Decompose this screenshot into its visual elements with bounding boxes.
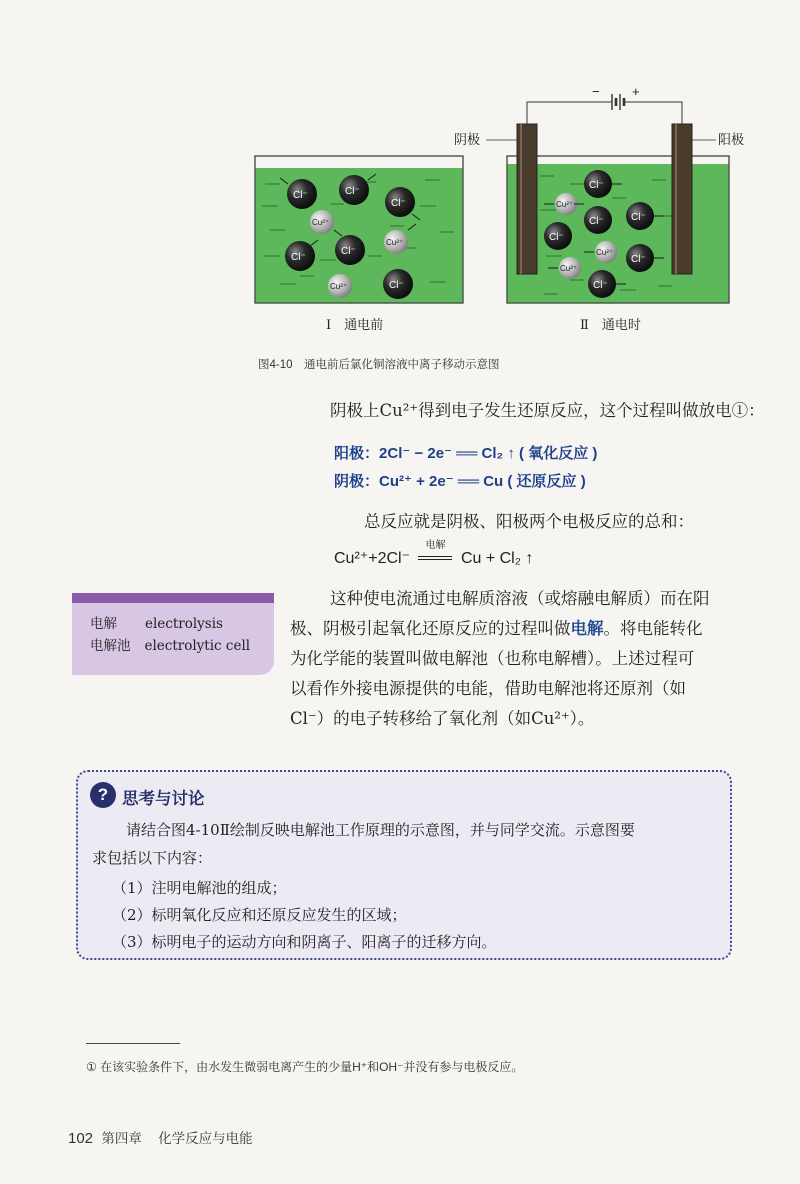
cathode-eq-label: 阴极：	[334, 473, 380, 490]
cathode-label: 阴极	[454, 133, 481, 148]
total-eq-condition: 电解	[425, 540, 446, 551]
page-footer	[68, 1127, 253, 1147]
anode-equation	[334, 442, 597, 463]
cl-ion	[339, 175, 369, 205]
figure-caption: 图4-10 通电前后氯化铜溶液中离子移动示意图	[258, 359, 500, 371]
svg-text:Cu²⁺: Cu²⁺	[560, 264, 578, 273]
glossary-bar	[72, 593, 274, 603]
total-equation	[334, 540, 533, 572]
cu-ion	[555, 193, 577, 215]
svg-text:Cu²⁺: Cu²⁺	[386, 238, 404, 247]
para3-line1: 这种使电流通过电解质溶液（或熔融电解质）而在阳	[330, 589, 710, 608]
svg-text:Cu²⁺: Cu²⁺	[330, 282, 348, 291]
svg-text:Cu²⁺: Cu²⁺	[596, 248, 614, 257]
wire	[527, 102, 612, 124]
svg-text:Cl⁻: Cl⁻	[631, 212, 646, 223]
glossary-zh: 电解	[90, 616, 117, 632]
wire	[624, 102, 682, 124]
para3-line4: 以看作外接电源提供的电能，借助电解池将还原剂（如	[290, 679, 686, 698]
para3-line5: Cl⁻）的电子转移给了氧化剂（如Cu²⁺）。	[290, 709, 595, 728]
solution-during	[508, 164, 729, 303]
cl-ion	[544, 222, 572, 250]
cl-ion	[584, 206, 612, 234]
glossary-en: electrolytic cell	[144, 638, 251, 654]
plus-label: +	[632, 84, 640, 99]
cu-ion	[328, 274, 352, 298]
term-electrolysis: 电解	[570, 619, 604, 638]
glossary-en: electrolysis	[145, 616, 223, 632]
footnote: ① 在该实验条件下，由水发生微弱电离产生的少量H⁺和OH⁻并没有参与电极反应。	[86, 1060, 524, 1074]
cathode-equation	[334, 470, 586, 491]
page-number: 102	[68, 1130, 94, 1147]
cl-ion	[335, 235, 365, 265]
cu-ion	[310, 210, 334, 234]
footnote-rule	[86, 1043, 180, 1044]
cl-ion	[584, 170, 612, 198]
discussion-item: （2）标明氧化反应和还原反应发生的区域；	[112, 906, 407, 924]
svg-text:Cl⁻: Cl⁻	[391, 198, 406, 209]
total-eq-left: Cu²⁺+2Cl⁻	[334, 550, 411, 567]
svg-text:Cl⁻: Cl⁻	[589, 216, 604, 227]
panel1-label: Ⅰ 通电前	[326, 318, 384, 333]
cl-ion	[287, 179, 317, 209]
paragraph-total: 总反应就是阴极、阳极两个电极反应的总和：	[364, 512, 694, 531]
para3-line3: 为化学能的装置叫做电解池（也称电解槽）。上述过程可	[290, 649, 695, 668]
anode-eq-label: 阳极：	[334, 445, 380, 462]
battery-icon	[612, 94, 624, 110]
cu-ion	[559, 257, 581, 279]
para3-line2	[290, 614, 703, 644]
discussion-intro-line1: 请结合图4-10Ⅱ绘制反映电解池工作原理的示意图，并与同学交流。示意图要	[126, 821, 635, 839]
svg-text:Cl⁻: Cl⁻	[291, 252, 306, 263]
svg-text:Cl⁻: Cl⁻	[293, 190, 308, 201]
paragraph-discharge: 阴极上Cu²⁺得到电子发生还原反应，这个过程叫做放电①：	[330, 401, 765, 420]
chapter-label: 第四章	[101, 1131, 142, 1147]
glossary-zh: 电解池	[90, 638, 131, 654]
cl-ion	[626, 244, 654, 272]
cl-ion	[588, 270, 616, 298]
svg-text:Cl⁻: Cl⁻	[549, 232, 564, 243]
anode-label: 阳极	[718, 133, 745, 148]
cl-ion	[383, 269, 413, 299]
cu-ion	[384, 230, 408, 254]
svg-text:Cl⁻: Cl⁻	[589, 180, 604, 191]
svg-text:Cl⁻: Cl⁻	[631, 254, 646, 265]
svg-text:Cl⁻: Cl⁻	[341, 246, 356, 257]
glossary-row	[72, 635, 274, 657]
electrolysis-figure	[240, 80, 760, 350]
para3-line2-a: 极、阴极引起氧化还原反应的过程叫做	[290, 619, 571, 638]
question-icon: ?	[90, 782, 116, 808]
discussion-title: 思考与讨论	[122, 789, 205, 808]
para3-line2-b: 。将电能转化	[603, 619, 703, 638]
svg-text:Cl⁻: Cl⁻	[593, 280, 608, 291]
discussion-item: （1）注明电解池的组成；	[112, 879, 287, 897]
glossary-box	[72, 593, 274, 675]
glossary-row	[72, 613, 274, 635]
minus-label: −	[592, 84, 600, 99]
total-eq-right: Cu + Cl₂ ↑	[460, 550, 534, 567]
cathode-eq-text: Cu²⁺ + 2e⁻ ══ Cu ( 还原反应 )	[379, 473, 586, 490]
svg-text:Cu²⁺: Cu²⁺	[556, 200, 574, 209]
svg-text:Cl⁻: Cl⁻	[389, 280, 404, 291]
cu-ion	[595, 241, 617, 263]
panel2-label: Ⅱ 通电时	[580, 318, 641, 333]
discussion-item: （3）标明电子的运动方向和阴离子、阳离子的迁移方向。	[112, 933, 497, 951]
discussion-intro-line2: 求包括以下内容：	[92, 849, 213, 867]
svg-text:Cu²⁺: Cu²⁺	[312, 218, 330, 227]
chapter-title: 化学反应与电能	[158, 1131, 253, 1147]
cl-ion	[626, 202, 654, 230]
svg-text:Cl⁻: Cl⁻	[345, 186, 360, 197]
anode-eq-text: 2Cl⁻ − 2e⁻ ══ Cl₂ ↑ ( 氧化反应 )	[379, 445, 598, 462]
cl-ion	[385, 187, 415, 217]
